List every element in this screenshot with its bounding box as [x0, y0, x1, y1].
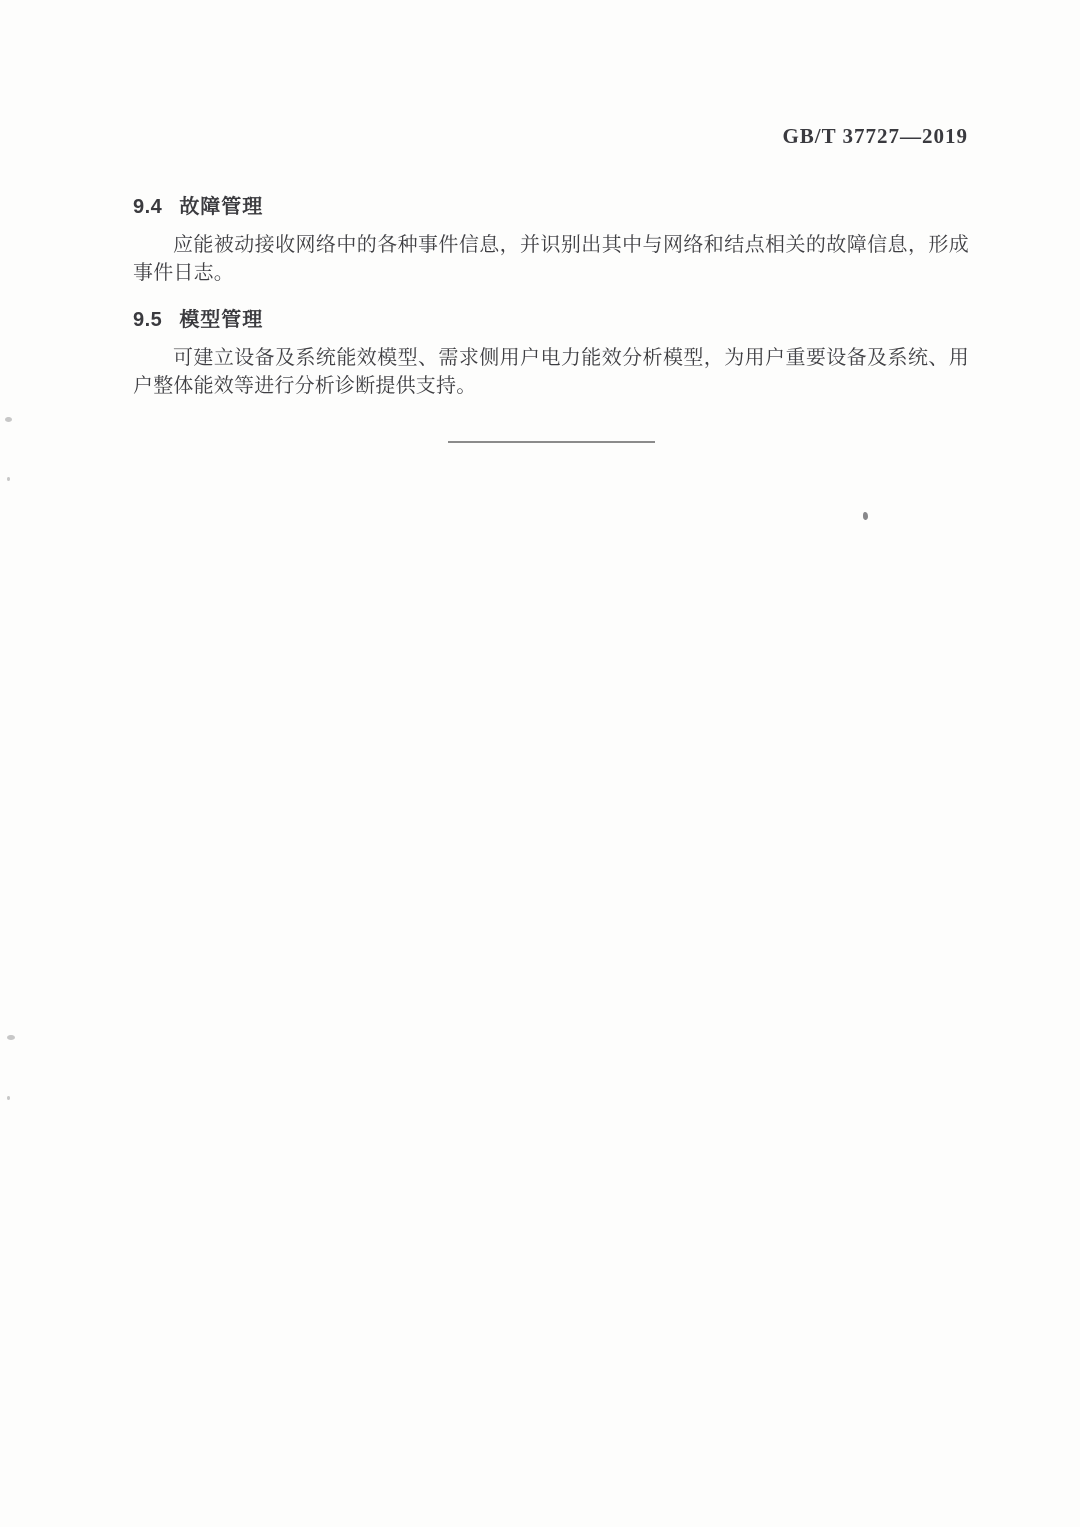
section-heading-9-5 — [133, 303, 263, 332]
section-number: 9.4 — [133, 196, 163, 218]
scan-artifact — [863, 512, 868, 520]
standard-code-header: GB/T 37727—2019 — [782, 124, 968, 148]
section-9-5-paragraph: 可建立设备及系统能效模型、需求侧用户电力能效分析模型，为用户重要设备及系统、用户整体能效等进行分析诊断提供支持。 — [133, 347, 969, 397]
section-title: 故障管理 — [179, 196, 264, 218]
scan-artifact — [5, 417, 12, 422]
scan-artifact — [7, 1096, 10, 1100]
section-title: 模型管理 — [179, 309, 264, 331]
end-of-text-divider — [448, 441, 655, 443]
section-9-4-paragraph: 应能被动接收网络中的各种事件信息，并识别出其中与网络和结点相关的故障信息，形成事件日志。 — [133, 234, 969, 284]
section-number: 9.5 — [133, 309, 163, 331]
scan-artifact — [7, 1035, 15, 1040]
scan-artifact — [7, 477, 10, 481]
section-heading-9-4 — [133, 190, 263, 219]
